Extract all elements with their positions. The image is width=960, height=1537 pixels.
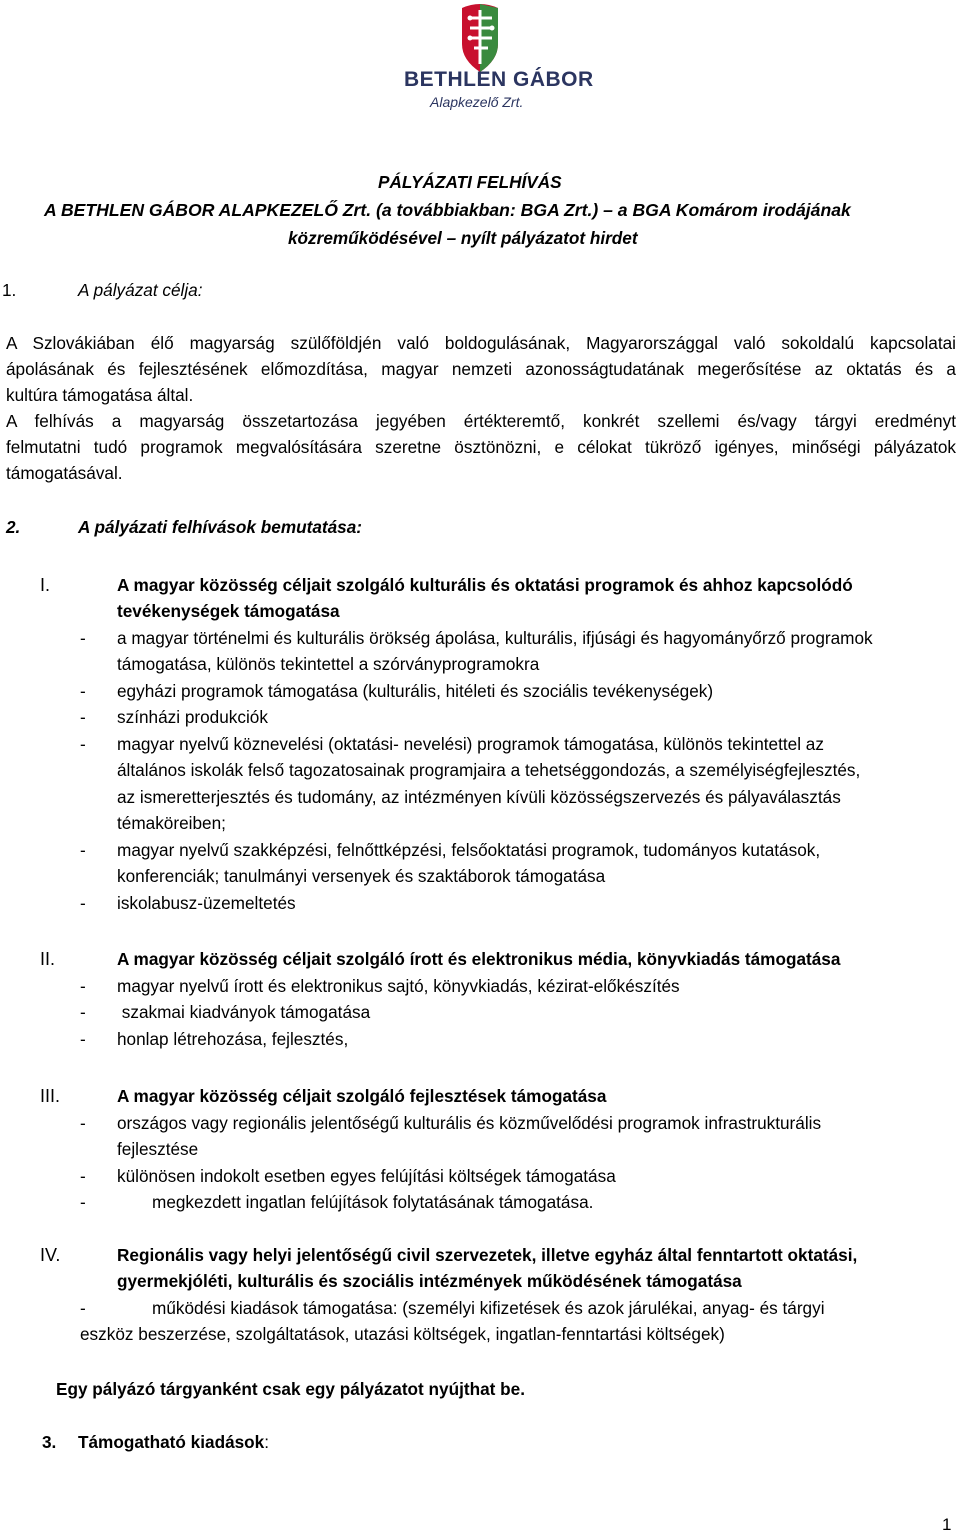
list-item: színházi produkciók: [117, 707, 268, 727]
logo-subtitle: Alapkezelő Zrt.: [430, 94, 524, 110]
list-item: magyar nyelvű köznevelési (oktatási- nevelési) programok támogatása, különös tekintettel az: [117, 734, 824, 754]
list-dash: -: [80, 707, 86, 727]
note-one-application: Egy pályázó tárgyanként csak egy pályázatot nyújthat be.: [56, 1379, 525, 1399]
list-item: megkezdett ingatlan felújítások folytatásának támogatása.: [152, 1192, 594, 1212]
logo-name: BETHLEN GÁBOR: [404, 68, 594, 91]
section-2-title: A pályázati felhívások bemutatása:: [78, 517, 363, 537]
list-item: eszköz beszerzése, szolgáltatások, utazási költségek, ingatlan-fenntartási költségek): [80, 1324, 725, 1344]
list-dash: -: [80, 976, 86, 996]
section-3-colon: :: [264, 1432, 270, 1452]
list-item: működési kiadások támogatása: (személyi kifizetések és azok járulékai, anyag- és tárgyi: [152, 1298, 825, 1318]
list-dash: -: [80, 734, 86, 754]
list-dash: -: [80, 1192, 86, 1212]
section-3-title-text: Támogatható kiadások: [78, 1432, 265, 1452]
section-1-p1-line: ápolásának és fejlesztésének előmozdítása, magyar nemzeti azonosságtudatának megerősítése az oktatás és a: [6, 359, 956, 379]
section-1-number: 1.: [2, 280, 17, 300]
section-1-p2-line: felmutatni tudó programok megvalósítására szeretne ösztönözni, e célokat tükröző igényes, minőségi pályázatok: [6, 437, 956, 457]
list-item: fejlesztése: [117, 1139, 199, 1159]
list-dash: -: [80, 840, 86, 860]
list-item: támogatása, különös tekintettel a szórványprogramokra: [117, 654, 540, 674]
header-line-2: A BETHLEN GÁBOR ALAPKEZELŐ Zrt. (a továbbiakban: BGA Zrt.) – a BGA Komárom irodájának: [44, 200, 851, 220]
list-dash: -: [80, 1298, 86, 1318]
list-item: témaköreiben;: [117, 813, 226, 833]
group-IV-title: Regionális vagy helyi jelentőségű civil szervezetek, illetve egyház által fenntartott oktatási,: [117, 1245, 858, 1265]
section-1-title: A pályázat célja:: [78, 280, 203, 300]
list-dash: -: [80, 628, 86, 648]
group-I-title: tevékenységek támogatása: [117, 601, 340, 621]
list-item: országos vagy regionális jelentőségű kulturális és közművelődési programok infrastrukturális: [117, 1113, 822, 1133]
list-dash: -: [80, 1002, 86, 1022]
list-item: magyar nyelvű írott és elektronikus sajtó, könyvkiadás, kézirat-előkészítés: [117, 976, 680, 996]
list-item: egyházi programok támogatása (kulturális, hitéleti és szociális tevékenységek): [117, 681, 714, 701]
section-1-p1-line: kultúra támogatása által.: [6, 385, 194, 405]
list-dash: -: [80, 1166, 86, 1186]
group-III-title: A magyar közösség céljait szolgáló fejlesztések támogatása: [117, 1086, 607, 1106]
group-III-roman: III.: [40, 1086, 61, 1106]
list-item: konferenciák; tanulmányi versenyek és szaktáborok támogatása: [117, 866, 606, 886]
list-dash: -: [80, 1113, 86, 1133]
group-II-title: A magyar közösség céljait szolgáló írott és elektronikus média, könyvkiadás támogatása: [117, 949, 841, 969]
section-1-p1-line: A Szlovákiában élő magyarság szülőföldjén való boldogulásának, Magyarországgal való sokoldalú kapcsolatai: [6, 333, 956, 353]
header-line-3: közreműködésével – nyílt pályázatot hirdet: [288, 228, 638, 248]
section-3-title: [78, 1432, 269, 1453]
page-title: PÁLYÁZATI FELHÍVÁS: [378, 172, 562, 192]
group-IV-roman: IV.: [40, 1245, 61, 1265]
list-item: különösen indokolt esetben egyes felújítási költségek támogatása: [117, 1166, 616, 1186]
bethlen-gabor-logo: [400, 0, 594, 120]
group-I-title: A magyar közösség céljait szolgáló kulturális és oktatási programok és ahhoz kapcsolódó: [117, 575, 853, 595]
section-1-p2-line: A felhívás a magyarság összetartozása jegyében értékteremtő, konkrét szellemi és/vagy tárgyi eredményt: [6, 411, 956, 431]
section-3-number: 3.: [42, 1432, 57, 1452]
group-IV-title: gyermekjóléti, kulturális és szociális intézmények működésének támogatása: [117, 1271, 742, 1291]
list-item: általános iskolák felső tagozatosainak programjaira a tehetséggondozás, a személyiségfejlesztés,: [117, 760, 861, 780]
list-item: magyar nyelvű szakképzési, felnőttképzési, felsőoktatási programok, tudományos kutatások,: [117, 840, 821, 860]
page-number: 1: [942, 1515, 952, 1534]
list-dash: -: [80, 1029, 86, 1049]
list-item: szakmai kiadványok támogatása: [117, 1002, 371, 1022]
section-1-p2-line: támogatásával.: [6, 463, 123, 483]
list-item: honlap létrehozása, fejlesztés,: [117, 1029, 349, 1049]
group-I-roman: I.: [40, 575, 51, 595]
list-dash: -: [80, 681, 86, 701]
list-dash: -: [80, 893, 86, 913]
group-II-roman: II.: [40, 949, 56, 969]
section-2-number: 2.: [6, 517, 21, 537]
list-item: az ismeretterjesztés és tudomány, az intézményen kívüli közösségszervezés és pályaválasztás: [117, 787, 841, 807]
list-item: a magyar történelmi és kulturális örökség ápolása, kulturális, ifjúsági és hagyományőrző programok: [117, 628, 873, 648]
list-item: iskolabusz-üzemeltetés: [117, 893, 296, 913]
